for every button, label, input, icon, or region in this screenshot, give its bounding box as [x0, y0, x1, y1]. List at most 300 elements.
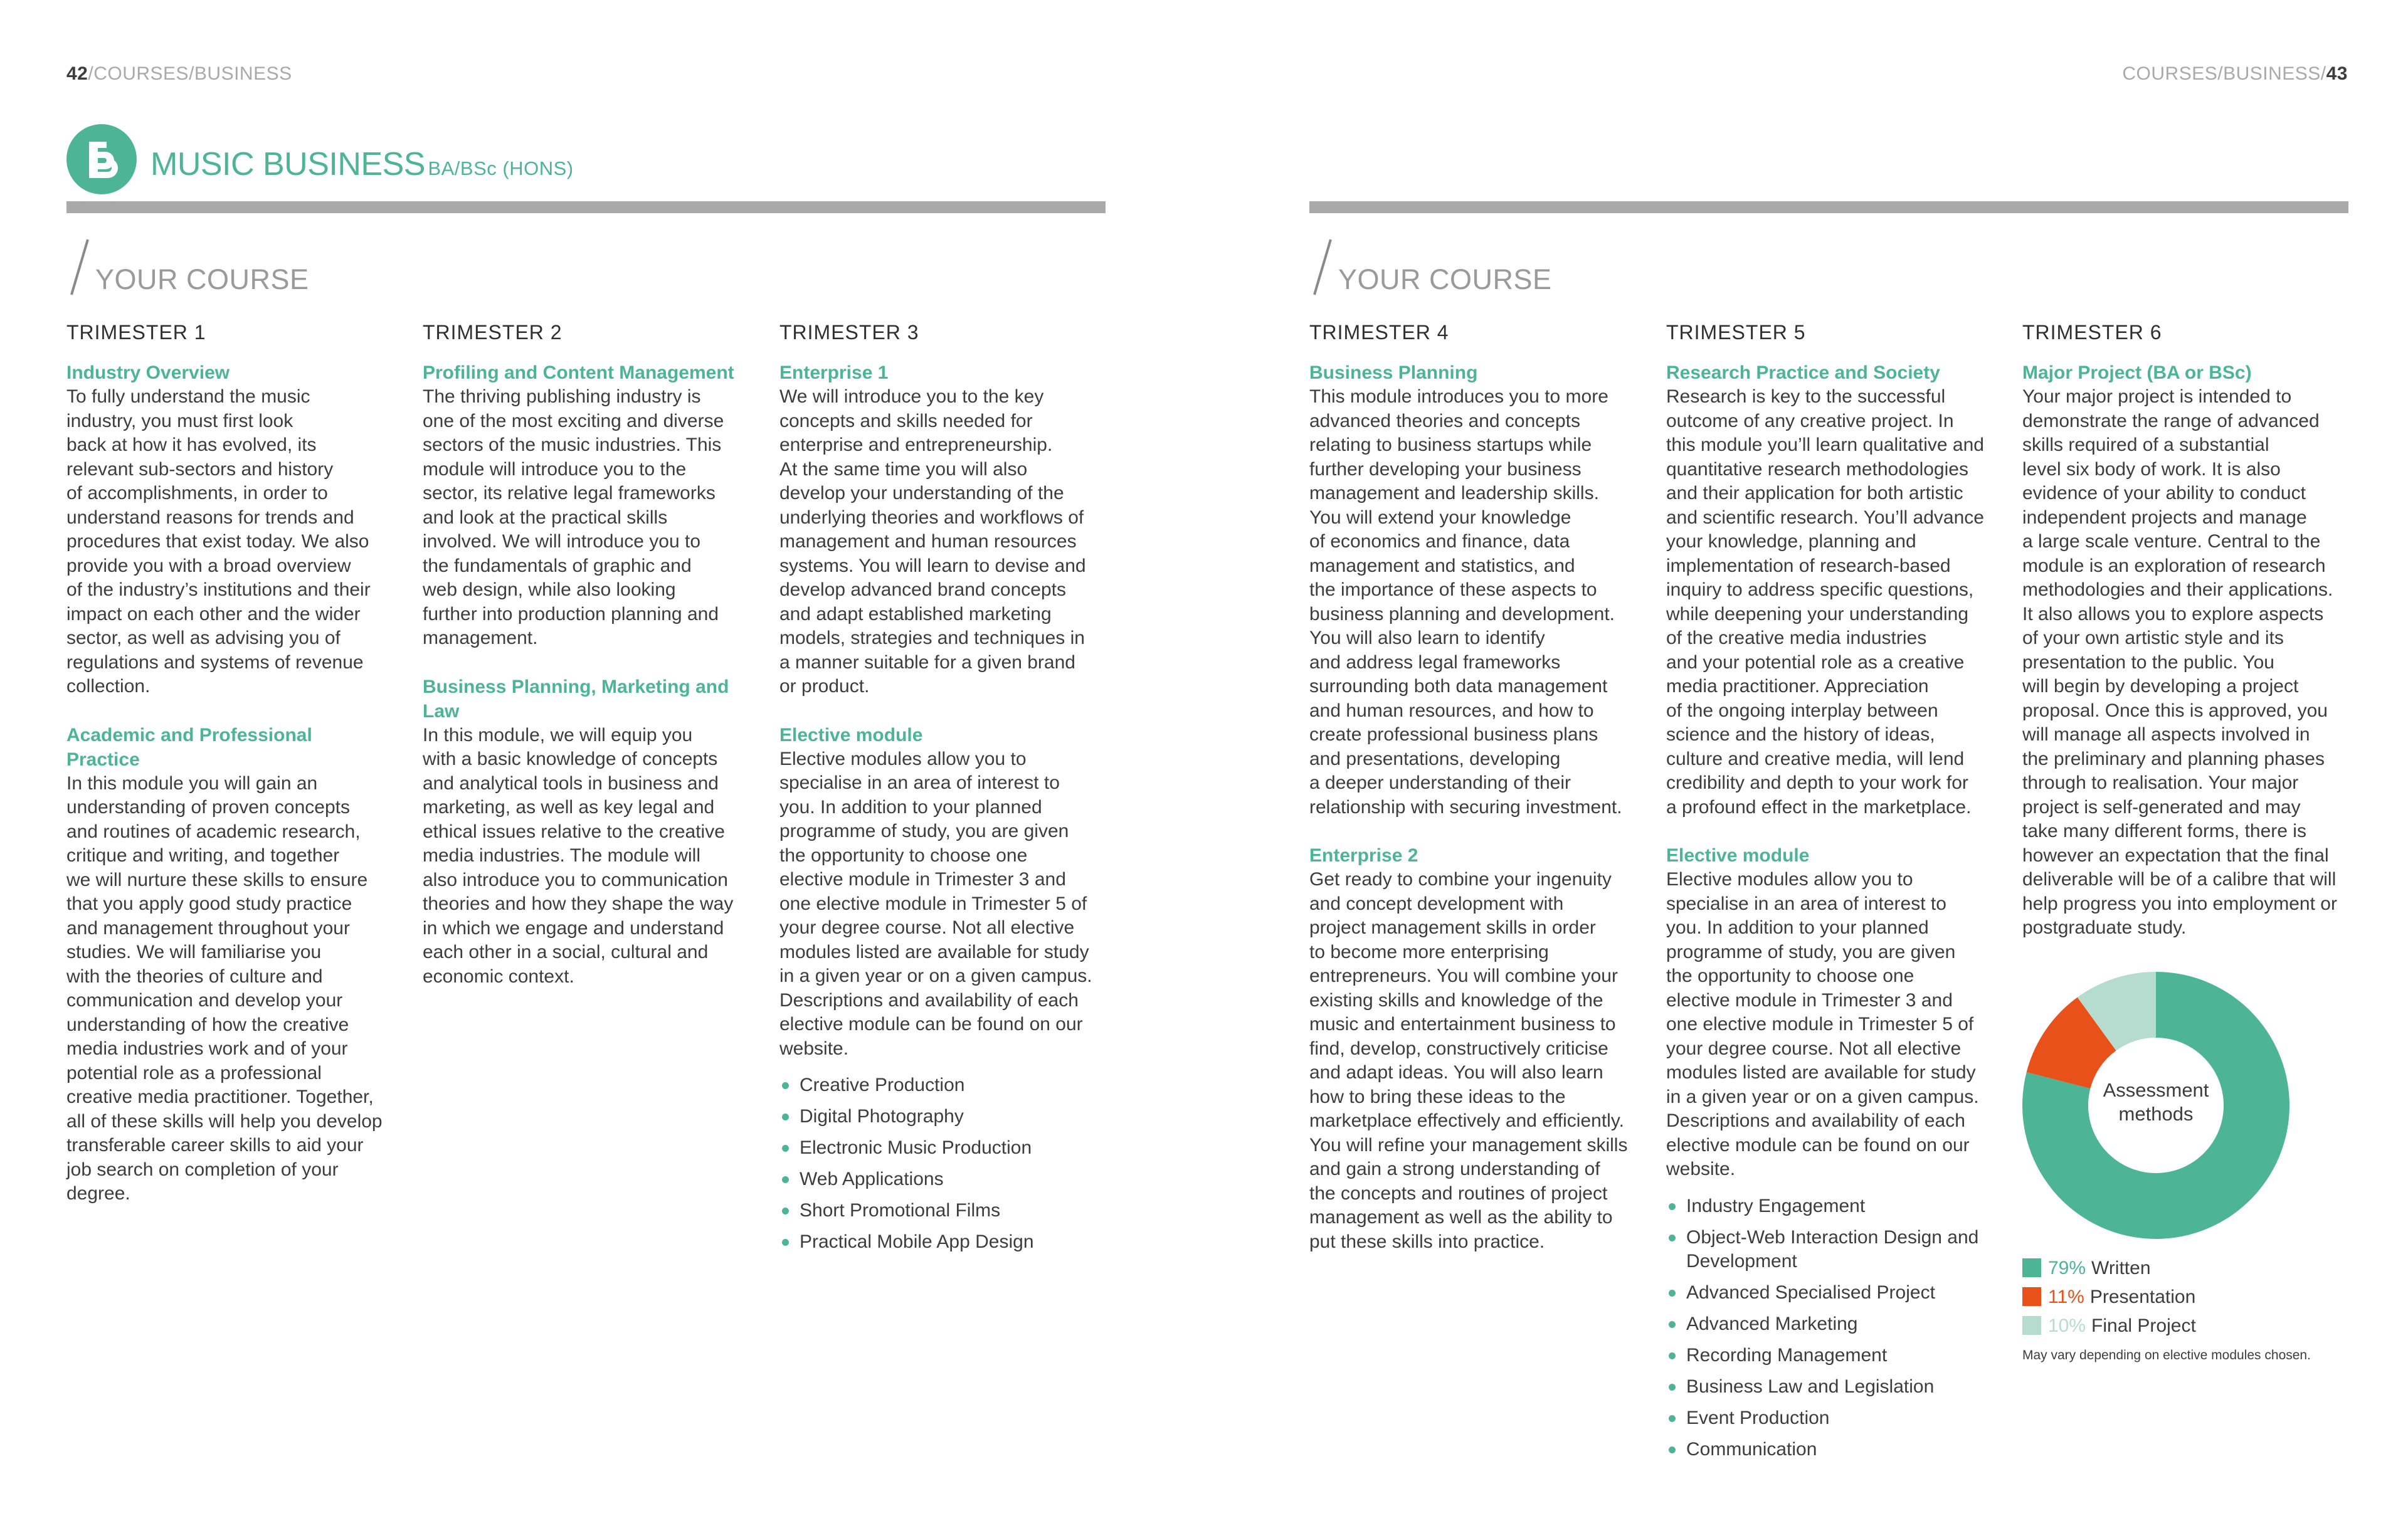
module-description-line: we will nurture these skills to ensure [66, 869, 368, 890]
module-description-line: understanding of proven concepts [66, 797, 350, 818]
module-description-line: In this module you will gain an [66, 772, 318, 794]
trimester-column [1666, 321, 2002, 1485]
chart-title-line: Assessment [2103, 1079, 2209, 1101]
module-title-line: Elective module [1666, 845, 1810, 866]
legend-percent: 79% [2048, 1258, 2086, 1278]
module-description-line: project is self-generated and may [2022, 796, 2301, 818]
module-description-line: help progress you into employment or [2022, 893, 2337, 914]
module-description-line: relating to business startups while [1309, 435, 1592, 455]
page-folio-left [66, 63, 292, 85]
module-description-line: credibility and depth to your work for [1666, 772, 1968, 793]
module-description-line: in which we engage and understand [423, 917, 724, 939]
chart-title [2021, 1078, 2291, 1126]
elective-item-label: Business Law and Legislation [1686, 1376, 1935, 1397]
module-description-line: quantitative research methodologies [1666, 458, 1968, 480]
module-description-line: critique and writing, and together [66, 845, 340, 866]
module-description-line: this module you’ll learn qualitative and [1666, 435, 1984, 455]
bullet-icon [782, 1082, 789, 1089]
module-description-line: economic context. [423, 966, 574, 987]
module-description-line: programme of study, you are given [1666, 941, 1956, 962]
module-description-line: procedures that exist today. We also [66, 531, 369, 552]
elective-item-label: Advanced Specialised Project [1686, 1282, 1935, 1303]
module-description-line: develop your understanding of the [779, 483, 1064, 503]
module-description-line: studies. We will familiarise you [66, 942, 322, 962]
module-description-line: and adapt established marketing [779, 603, 1052, 624]
legend-percent: 11% [2048, 1287, 2084, 1307]
module-description-line: underlying theories and workflows of [779, 507, 1084, 528]
legend-item [2022, 1254, 2196, 1283]
module-description-line: independent projects and manage [2022, 507, 2307, 528]
legend-swatch [2022, 1316, 2041, 1335]
module-description-line: management and human resources [779, 531, 1077, 552]
module-block [2022, 361, 2358, 940]
module-description-line: surrounding both data management [1309, 676, 1608, 697]
module-description-line: relevant sub-sectors and history [66, 458, 334, 480]
module-description-line: enterprise and entrepreneurship. [779, 435, 1053, 455]
module-description [1309, 385, 1645, 819]
module-description-line: marketplace effectively and efficiently. [1309, 1110, 1624, 1131]
legend-percent: 10% [2048, 1315, 2086, 1336]
elective-item-label: Practical Mobile App Design [800, 1231, 1034, 1252]
module-description-line: science and the history of ideas, [1666, 724, 1935, 745]
elective-item [779, 1230, 1115, 1254]
module-description-line: one of the most exciting and diverse [423, 410, 724, 431]
bullet-icon [782, 1239, 789, 1246]
module-description-line: level six body of work. It is also [2022, 458, 2281, 480]
module-description-line: one elective module in Trimester 5 of [779, 893, 1087, 914]
module-description-line: Research is key to the successful [1666, 386, 1946, 407]
module-description-line: culture and creative media, will lend [1666, 748, 1965, 769]
module-description-line: that you apply good study practice [66, 893, 352, 914]
bullet-icon [782, 1176, 789, 1183]
module-description-line: a deeper understanding of their [1309, 772, 1571, 793]
module-description-line: project management skills in order [1309, 917, 1596, 938]
module-description-line: At the same time you will also [779, 458, 1028, 480]
bullet-icon [782, 1145, 789, 1152]
module-title-line: Research Practice and Society [1666, 362, 1940, 383]
module-description-line: one elective module in Trimester 5 of [1666, 1014, 1974, 1035]
module-description-line: degree. [66, 1183, 130, 1204]
module-title-line: Enterprise 1 [779, 362, 889, 383]
page-number-left: 42 [66, 63, 88, 84]
bullet-icon [782, 1114, 789, 1120]
module-description-line: elective module in Trimester 3 and [1666, 989, 1953, 1011]
bullet-icon [1669, 1235, 1676, 1241]
module-description-line: back at how it has evolved, its [66, 435, 317, 455]
module-description-line: media practitioner. Appreciation [1666, 676, 1929, 697]
module-description [2022, 385, 2358, 940]
module-description-line: modules listed are available for study [779, 941, 1089, 962]
chart-legend [2022, 1254, 2196, 1340]
module-description-line: the opportunity to choose one [1666, 966, 1914, 986]
elective-item-label: Digital Photography [800, 1106, 964, 1127]
bullet-icon [782, 1208, 789, 1214]
module-description-line: and gain a strong understanding of [1309, 1159, 1600, 1179]
module-title-line: Law [423, 700, 460, 722]
module-description-line: management and leadership skills. [1309, 483, 1599, 503]
module-description [1666, 868, 2002, 1182]
module-description [66, 385, 402, 699]
bullet-icon [1669, 1415, 1676, 1422]
module-description-line: of the industry’s institutions and their [66, 579, 371, 600]
module-description-line: and your potential role as a creative [1666, 651, 1965, 673]
module-title-line: Business Planning, Marketing and [423, 676, 729, 697]
page-title [150, 145, 574, 183]
module-description-line: you. In addition to your planned [779, 796, 1042, 818]
module-description-line: module is an exploration of research [2022, 555, 2326, 576]
module-title [1309, 843, 1645, 868]
module-description-line: and look at the practical skills [423, 507, 668, 528]
module-block [423, 675, 758, 989]
module-description [66, 772, 402, 1206]
module-block [66, 723, 402, 1206]
header-rule-left [66, 201, 1106, 213]
module-description-line: programme of study, you are given [779, 821, 1069, 841]
module-description-line: elective module can be found on our [1666, 1134, 1970, 1156]
module-description-line: in a given year or on a given campus. [1666, 1086, 1979, 1107]
module-description-line: potential role as a professional [66, 1062, 322, 1083]
module-description-line: also introduce you to communication [423, 869, 728, 890]
elective-item [1666, 1312, 2002, 1336]
module-description-line: You will refine your management skills [1309, 1134, 1628, 1156]
module-title [66, 361, 402, 385]
module-description-line: module will introduce you to the [423, 458, 687, 480]
elective-item [1666, 1375, 2002, 1399]
module-description-line: of your own artistic style and its [2022, 628, 2284, 648]
legend-item [2022, 1312, 2196, 1340]
module-description [779, 385, 1115, 699]
module-title [2022, 361, 2358, 385]
elective-item-label: Industry Engagement [1686, 1195, 1866, 1216]
module-description-line: Elective modules allow you to [1666, 869, 1913, 890]
module-description-line: and concept development with [1309, 893, 1564, 914]
module-block [779, 361, 1115, 699]
module-description-line: presentation to the public. You [2022, 651, 2274, 673]
module-title [1666, 843, 2002, 868]
elective-item [779, 1073, 1115, 1097]
elective-item-label: Event Production [1686, 1407, 1830, 1428]
module-description-line: Get ready to combine your ingenuity [1309, 869, 1612, 890]
module-description-line: web design, while also looking [423, 579, 676, 600]
module-description-line: regulations and systems of revenue [66, 651, 364, 673]
module-description-line: management as well as the ability to [1309, 1207, 1613, 1228]
module-description [1309, 868, 1645, 1254]
elective-item [779, 1136, 1115, 1160]
trimester-column [423, 321, 758, 1013]
module-description-line: concepts and skills needed for [779, 410, 1033, 431]
module-description-line: sectors of the music industries. This [423, 435, 722, 455]
module-description-line: You will extend your knowledge [1309, 507, 1571, 528]
module-description-line: evidence of your ability to conduct [2022, 483, 2306, 503]
module-description-line: all of these skills will help you develop [66, 1110, 383, 1132]
module-description-line: and management throughout your [66, 917, 350, 939]
module-description-line: Your major project is intended to [2022, 386, 2292, 407]
module-description-line: postgraduate study. [2022, 917, 2187, 938]
module-description-line: job search on completion of your [66, 1159, 339, 1180]
elective-item [779, 1105, 1115, 1129]
module-description-line: and routines of academic research, [66, 821, 361, 842]
module-description-line: deliverable will be of a calibre that will [2022, 869, 2337, 890]
trimester-heading: TRIMESTER 5 [1666, 321, 1806, 344]
module-description-line: business planning and development. [1309, 603, 1615, 624]
module-description-line: management. [423, 628, 538, 648]
module-description-line: methodologies and their applications. [2022, 579, 2333, 600]
elective-item-label: Recording Management [1686, 1344, 1888, 1366]
module-description-line: transferable career skills to aid your [66, 1135, 364, 1156]
module-description-line: entrepreneurs. You will combine your [1309, 966, 1618, 986]
module-description-line: sector, as well as advising you of [66, 628, 341, 648]
module-title [779, 723, 1115, 747]
module-description-line: your knowledge, planning and [1666, 531, 1916, 552]
elective-item [1666, 1281, 2002, 1305]
module-description-line: provide you with a broad overview [66, 555, 351, 576]
trimester-heading: TRIMESTER 2 [423, 321, 562, 344]
module-description [423, 724, 758, 989]
course-qualification: BA/BSc (HONS) [428, 157, 574, 179]
module-description-line: collection. [66, 676, 150, 697]
module-description-line: a profound effect in the marketplace. [1666, 796, 1972, 818]
legend-swatch [2022, 1258, 2041, 1277]
module-description [1666, 385, 2002, 819]
legend-label: Presentation [2089, 1287, 2196, 1307]
trimester-heading: TRIMESTER 3 [779, 321, 919, 344]
module-description-line: however an expectation that the final [2022, 845, 2329, 866]
module-description-line: impact on each other and the wider [66, 603, 361, 624]
elective-item [1666, 1438, 2002, 1462]
breadcrumb-left: /COURSES/BUSINESS [88, 63, 292, 84]
assessment-chart [2021, 971, 2291, 1240]
module-description-line: elective module in Trimester 3 and [779, 869, 1066, 890]
trimester-heading: TRIMESTER 1 [66, 321, 206, 344]
elective-item-label: Short Promotional Films [800, 1200, 1001, 1221]
slash-icon [1309, 237, 1334, 300]
trimester-column [779, 321, 1115, 1278]
module-description-line: of economics and finance, data [1309, 531, 1570, 552]
module-description-line: We will introduce you to the key [779, 386, 1044, 407]
module-description-line: media industries. The module will [423, 845, 700, 866]
slash-icon [66, 237, 92, 300]
module-description-line: existing skills and knowledge of the [1309, 989, 1603, 1011]
module-description-line: It also allows you to explore aspects [2022, 603, 2324, 624]
chart-note: May vary depending on elective modules chosen. [2022, 1348, 2311, 1362]
module-description-line: management and statistics, and [1309, 555, 1575, 576]
module-description-line: will begin by developing a project [2022, 676, 2299, 697]
bullet-icon [1669, 1290, 1676, 1297]
module-description-line: of the creative media industries [1666, 628, 1927, 648]
module-description-line: while deepening your understanding [1666, 603, 1969, 624]
module-title-line: Major Project (BA or BSc) [2022, 362, 2252, 383]
elective-item-label: Development [1686, 1250, 1797, 1272]
module-description-line: the opportunity to choose one [779, 845, 1028, 866]
elective-item-label: Object-Web Interaction Design and [1686, 1226, 1979, 1248]
module-description-line: your degree course. Not all elective [779, 917, 1075, 938]
module-description-line: with a basic knowledge of concepts [423, 749, 718, 769]
chart-title-line: methods [2118, 1103, 2194, 1125]
module-description-line: specialise in an area of interest to [1666, 893, 1946, 914]
module-description-line: the preliminary and planning phases [2022, 748, 2325, 769]
module-description-line: take many different forms, there is [2022, 821, 2306, 841]
module-description-line: sector, its relative legal frameworks [423, 483, 716, 503]
module-description-line: implementation of research-based [1666, 555, 1951, 576]
module-description-line: creative media practitioner. Together, [66, 1087, 374, 1107]
module-description-line: you. In addition to your planned [1666, 917, 1929, 938]
elective-list [1666, 1194, 2002, 1462]
page-folio-right [2122, 63, 2348, 85]
section-label: YOUR COURSE [95, 263, 309, 295]
elective-item-label: Electronic Music Production [800, 1137, 1032, 1158]
breadcrumb-right: COURSES/BUSINESS/ [2122, 63, 2326, 84]
page-number-right: 43 [2326, 63, 2348, 84]
module-block [1309, 843, 1645, 1254]
bullet-icon [1669, 1321, 1676, 1328]
module-description-line: or product. [779, 676, 870, 697]
module-description-line: website. [1666, 1159, 1736, 1179]
section-heading-right [1309, 237, 1686, 300]
b-logo-icon [66, 124, 137, 194]
trimester-heading: TRIMESTER 4 [1309, 321, 1449, 344]
module-description-line: and analytical tools in business and [423, 772, 719, 794]
module-description-line: advanced theories and concepts [1309, 410, 1580, 431]
module-description-line: your degree course. Not all elective [1666, 1038, 1962, 1059]
elective-item [1666, 1194, 2002, 1218]
module-block [1309, 361, 1645, 819]
module-description-line: marketing, as well as key legal and [423, 797, 715, 818]
module-description-line: and scientific research. You’ll advance [1666, 507, 1984, 528]
module-description-line: media industries work and of your [66, 1038, 348, 1059]
module-description-line: This module introduces you to more [1309, 386, 1608, 407]
module-description-line: understanding of how the creative [66, 1014, 349, 1035]
module-title-line: Academic and Professional [66, 724, 312, 745]
module-description-line: and adapt ideas. You will also learn [1309, 1062, 1603, 1083]
module-description-line: find, develop, constructively criticise [1309, 1038, 1608, 1059]
module-description-line: in a given year or on a given campus. [779, 966, 1092, 986]
module-description-line: systems. You will learn to devise and [779, 555, 1086, 576]
elective-item-label: Advanced Marketing [1686, 1313, 1858, 1334]
elective-item [1666, 1406, 2002, 1430]
module-description-line: and human resources, and how to [1309, 700, 1594, 721]
module-description-line: website. [779, 1038, 849, 1059]
legend-item [2022, 1283, 2196, 1312]
section-label: YOUR COURSE [1338, 263, 1552, 295]
module-description-line: specialise in an area of interest to [779, 772, 1060, 793]
module-title-line: Industry Overview [66, 362, 230, 383]
module-description-line: a large scale venture. Central to the [2022, 531, 2321, 552]
module-description-line: further into production planning and [423, 603, 719, 624]
module-description-line: understand reasons for trends and [66, 507, 354, 528]
module-description-line: industry, you must first look [66, 410, 293, 431]
bullet-icon [1669, 1203, 1676, 1210]
module-description-line: to become more enterprising [1309, 941, 1549, 962]
module-description [423, 385, 758, 651]
module-description-line: inquiry to address specific questions, [1666, 579, 1974, 600]
elective-item [779, 1199, 1115, 1223]
module-description-line: Elective modules allow you to [779, 748, 1027, 769]
module-title-line: Business Planning [1309, 362, 1478, 383]
module-description-line: and their application for both artistic [1666, 483, 1963, 503]
module-description-line: with the theories of culture and [66, 966, 323, 987]
module-description-line: Descriptions and availability of each [779, 989, 1079, 1011]
elective-item [1666, 1226, 2002, 1273]
module-description-line: demonstrate the range of advanced [2022, 410, 2320, 431]
bullet-icon [1669, 1446, 1676, 1453]
module-description-line: models, strategies and techniques in [779, 628, 1085, 648]
module-description-line: proposal. Once this is approved, you [2022, 700, 2328, 721]
elective-list [779, 1073, 1115, 1254]
module-description-line: how to bring these ideas to the [1309, 1086, 1566, 1107]
elective-item-label: Communication [1686, 1438, 1817, 1460]
module-title [1309, 361, 1645, 385]
module-description-line: the concepts and routines of project [1309, 1182, 1608, 1204]
module-description-line: and address legal frameworks [1309, 651, 1561, 673]
module-title-line: Enterprise 2 [1309, 845, 1418, 866]
module-description-line: relationship with securing investment. [1309, 796, 1622, 818]
trimester-column [66, 321, 402, 1230]
module-title-line: Elective module [779, 724, 923, 745]
module-description-line: a manner suitable for a given brand [779, 651, 1075, 673]
module-description-line: through to realisation. Your major [2022, 772, 2299, 793]
module-block [66, 361, 402, 699]
module-block [779, 723, 1115, 1255]
elective-item-label: Web Applications [800, 1169, 944, 1189]
module-block [423, 361, 758, 651]
legend-label: Final Project [2091, 1315, 2196, 1336]
module-description-line: skills required of a substantial [2022, 435, 2269, 455]
module-title [423, 675, 758, 724]
module-description-line: of accomplishments, in order to [66, 483, 328, 503]
module-description-line: develop advanced brand concepts [779, 579, 1067, 600]
module-description-line: the fundamentals of graphic and [423, 555, 692, 576]
module-description-line: You will also learn to identify [1309, 628, 1545, 648]
trimester-column [1309, 321, 1645, 1278]
module-title [66, 723, 402, 772]
module-description-line: further developing your business [1309, 458, 1582, 480]
module-description-line: To fully understand the music [66, 386, 310, 407]
section-heading-left [66, 237, 443, 300]
module-title [423, 361, 758, 385]
module-description-line: music and entertainment business to [1309, 1014, 1616, 1035]
legend-swatch [2022, 1287, 2041, 1306]
module-description-line: of the ongoing interplay between [1666, 700, 1938, 721]
bullet-icon [1669, 1352, 1676, 1359]
module-description-line: modules listed are available for study [1666, 1062, 1976, 1083]
trimester-heading: TRIMESTER 6 [2022, 321, 2162, 344]
module-description-line: ethical issues relative to the creative [423, 821, 725, 842]
bullet-icon [1669, 1384, 1676, 1391]
module-description-line: involved. We will introduce you to [423, 531, 700, 552]
module-title [779, 361, 1115, 385]
course-title: MUSIC BUSINESS [150, 146, 425, 182]
module-title-line: Practice [66, 749, 140, 770]
module-description-line: the importance of these aspects to [1309, 579, 1597, 600]
module-description-line: In this module, we will equip you [423, 724, 693, 745]
elective-item [779, 1167, 1115, 1191]
header-rule-right [1309, 201, 2348, 213]
module-block [1666, 361, 2002, 819]
module-description-line: put these skills into practice. [1309, 1231, 1545, 1252]
legend-label: Written [2091, 1258, 2151, 1278]
module-description-line: communication and develop your [66, 990, 343, 1011]
module-description-line: create professional business plans [1309, 724, 1598, 745]
module-description-line: outcome of any creative project. In [1666, 410, 1954, 431]
module-title [1666, 361, 2002, 385]
elective-item [1666, 1344, 2002, 1367]
module-description [779, 747, 1115, 1061]
module-description-line: elective module can be found on our [779, 1014, 1083, 1035]
elective-item-label: Creative Production [800, 1075, 965, 1095]
module-description-line: will manage all aspects involved in [2022, 724, 2310, 745]
module-description-line: theories and how they shape the way [423, 893, 734, 914]
module-block [1666, 843, 2002, 1462]
